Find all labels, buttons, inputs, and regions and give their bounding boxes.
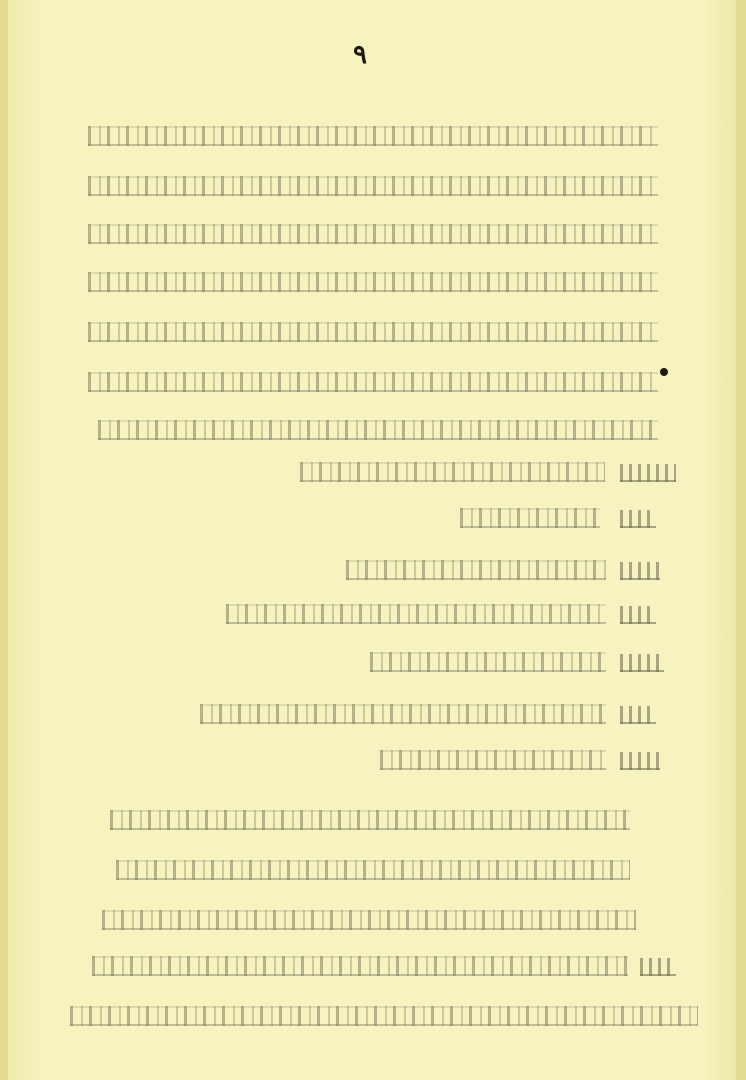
margin-dot (660, 368, 668, 376)
text-line (88, 176, 658, 196)
page-right-edge (736, 0, 746, 1080)
dialogue-line (200, 704, 606, 724)
text-line (88, 372, 658, 392)
text-line (88, 126, 658, 146)
speaker-label (620, 752, 660, 770)
verse-line (116, 860, 630, 880)
text-line (88, 224, 658, 244)
text-line (98, 420, 658, 440)
speaker-label (620, 464, 676, 482)
page-number: ٩ (353, 40, 367, 70)
dialogue-line (346, 560, 606, 580)
dialogue-line (70, 1006, 698, 1026)
dialogue-line (92, 956, 628, 976)
page-left-edge (0, 0, 8, 1080)
dialogue-line (460, 508, 600, 528)
speaker-label (640, 958, 676, 976)
speaker-label (620, 706, 656, 724)
text-line (88, 322, 658, 342)
speaker-label (620, 510, 656, 528)
text-line (88, 272, 658, 292)
speaker-label (620, 606, 656, 624)
dialogue-line (380, 750, 606, 770)
dialogue-line (300, 462, 605, 482)
dialogue-line (226, 604, 606, 624)
speaker-label (620, 654, 664, 672)
dialogue-line (370, 652, 606, 672)
verse-line (102, 910, 636, 930)
speaker-label (620, 562, 660, 580)
verse-line (110, 810, 630, 830)
